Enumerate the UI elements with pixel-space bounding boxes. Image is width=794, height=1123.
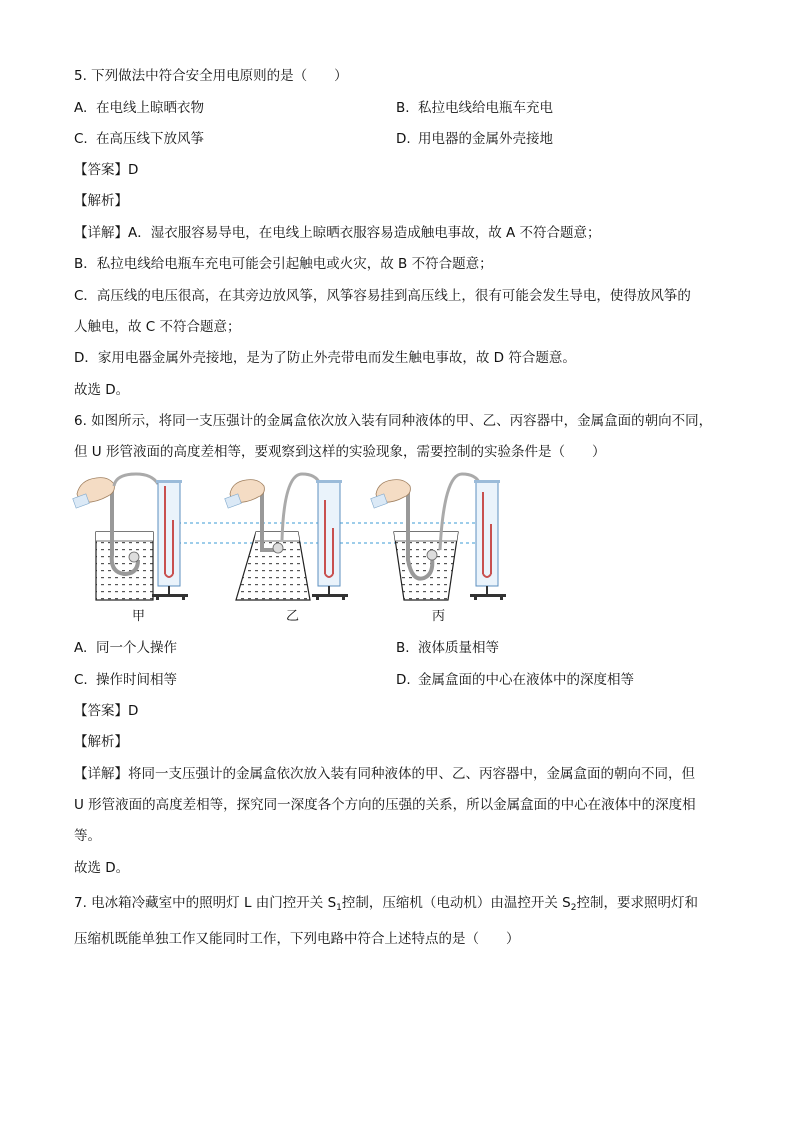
q5-analysis-line: D．家用电器金属外壳接地，是为了防止外壳带电而发生触电事故，故 D 符合题意。	[74, 350, 576, 366]
q5-conclusion: 故选 D。	[74, 382, 130, 398]
q6-option-c	[74, 671, 177, 689]
experiment-diagram	[72, 470, 532, 610]
subscript: 1	[336, 903, 342, 913]
q7-stem-line: 压缩机既能单独工作又能同时工作，下列电路中符合上述特点的是（ ）	[74, 931, 520, 947]
q5-analysis-title: 【解析】	[74, 193, 128, 209]
option-text: 在高压线下放风筝	[96, 131, 204, 147]
option-letter: B.	[396, 640, 410, 656]
q6-option-d	[396, 671, 634, 689]
q5-analysis-line: B．私拉电线给电瓶车充电可能会引起触电或火灾，故 B 不符合题意；	[74, 256, 493, 272]
subscript: 2	[570, 903, 577, 913]
figure-label-bing: 丙	[432, 609, 446, 624]
q5-stem: 5. 下列做法中符合安全用电原则的是（ ）	[74, 68, 348, 84]
q6-option-a	[74, 639, 177, 657]
q7-stem-line	[74, 894, 698, 917]
q5-option-a	[74, 99, 204, 117]
q6-answer: 【答案】D	[74, 703, 139, 719]
option-letter: B.	[396, 100, 410, 116]
q5-analysis-line: 人触电，故 C 不符合题意；	[74, 319, 241, 335]
q5-analysis-line: C．高压线的电压很高，在其旁边放风筝，风筝容易挂到高压线上，很有可能会发生导电，使得放风筝的	[74, 288, 691, 304]
option-text: 金属盒面的中心在液体中的深度相等	[418, 672, 634, 688]
setup-yi	[225, 474, 348, 600]
q6-option-b	[396, 639, 499, 657]
q6-conclusion: 故选 D。	[74, 860, 130, 876]
q6-stem-line: 但 U 形管液面的高度差相等，要观察到这样的实验现象，需要控制的实验条件是（ ）	[74, 444, 606, 460]
option-text: 私拉电线给电瓶车充电	[418, 100, 553, 116]
q5-option-d	[396, 130, 553, 148]
q7-text-part: 控制，要求照明灯和	[576, 895, 698, 911]
q5-analysis-line: 【详解】A．湿衣服容易导电，在电线上晾晒衣服容易造成触电事故，故 A 不符合题意；	[74, 225, 601, 241]
q6-stem-line: 6. 如图所示，将同一支压强计的金属盒依次放入装有同种液体的甲、乙、丙容器中，金属盒面的朝向不同，	[74, 413, 713, 429]
option-letter: D.	[396, 131, 411, 147]
setup-bing	[371, 474, 506, 600]
q6-analysis-line: U 形管液面的高度差相等，探究同一深度各个方向的压强的关系，所以金属盒面的中心在液体中的深度相	[74, 797, 696, 813]
option-text: 操作时间相等	[96, 672, 177, 688]
option-text: 液体质量相等	[418, 640, 499, 656]
option-text: 同一个人操作	[96, 640, 177, 656]
option-text: 用电器的金属外壳接地	[418, 131, 553, 147]
q5-answer: 【答案】D	[74, 162, 139, 178]
q7-text-part: 控制，压缩机（电动机）由温控开关 S	[341, 895, 571, 911]
q6-analysis-title: 【解析】	[74, 734, 128, 750]
q5-option-c	[74, 130, 204, 148]
option-text: 在电线上晾晒衣物	[96, 100, 204, 116]
setup-jia	[73, 474, 188, 600]
option-letter: D.	[396, 672, 411, 688]
q6-analysis-line: 【详解】将同一支压强计的金属盒依次放入装有同种液体的甲、乙、丙容器中，金属盒面的朝向不同，但	[74, 766, 695, 782]
q7-text-part: 7. 电冰箱冷藏室中的照明灯 L 由门控开关 S	[74, 895, 337, 911]
figure-label-jia: 甲	[132, 609, 146, 624]
q6-analysis-line: 等。	[74, 828, 101, 844]
option-letter: A.	[74, 640, 88, 656]
pressure-gauge-figure	[72, 470, 532, 624]
option-letter: C.	[74, 672, 88, 688]
q5-option-b	[396, 99, 553, 117]
option-letter: A.	[74, 100, 88, 116]
option-letter: C.	[74, 131, 88, 147]
figure-label-yi: 乙	[286, 609, 300, 624]
